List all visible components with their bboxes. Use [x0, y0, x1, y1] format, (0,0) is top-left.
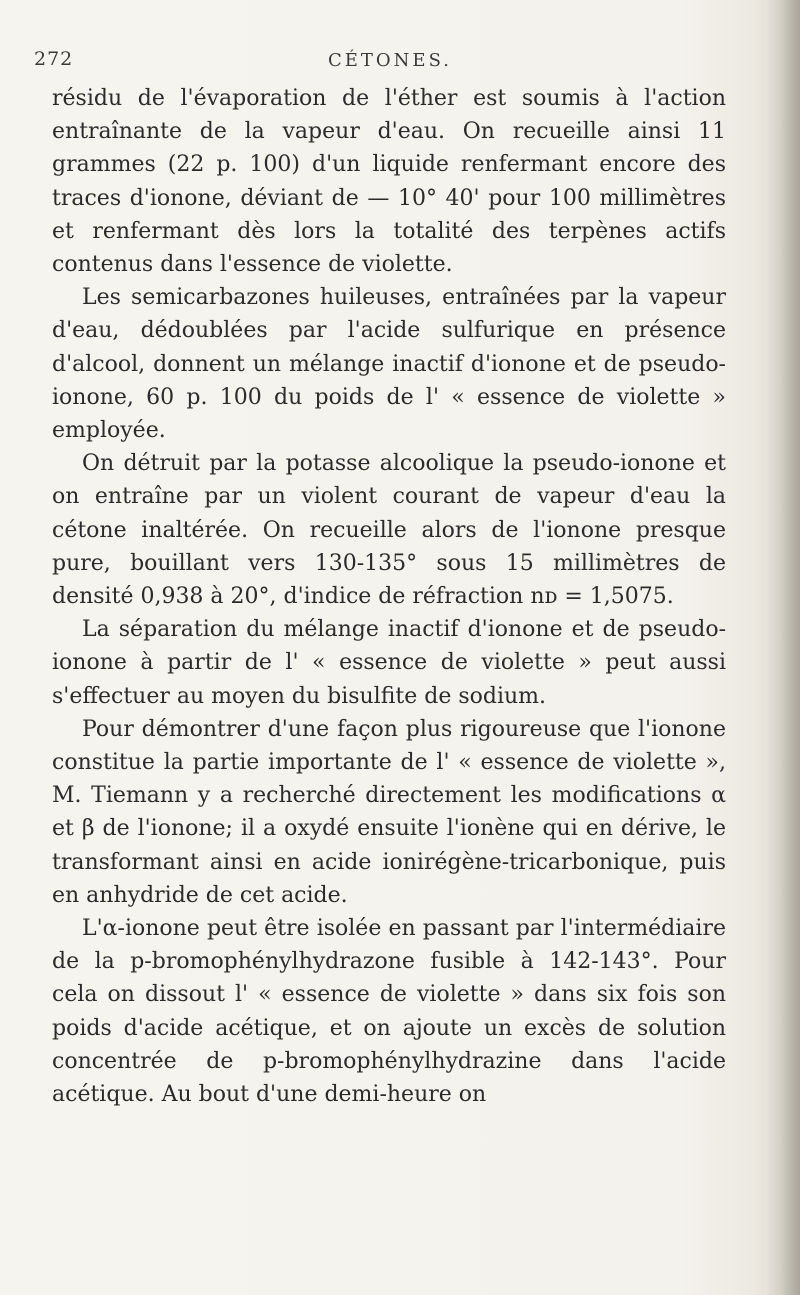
paragraph-alpha-ionone: L'α-ionone peut être isolée en passant par l'intermédiaire de la p-bromophénylhydrazone fusible à 142-143°. Pour cela on dissout l' « essence de violette » dans six fois son poids d'acide acétique, et on ajoute un excès de solution concentrée de p-bromophénylhydrazine dans l'acide acétique. Au bout d'une demi-heure on — [52, 916, 726, 1108]
paragraph-potasse: On détruit par la potasse alcoolique la pseudo-ionone et on entraîne par un violent courant de vapeur d'eau la cétone inaltérée. On recueille alors de l'ionone presque pure, bouillant vers 130-135° sous 15 millimètres de densité 0,938 à 20°, d'indice de réfraction nᴅ = 1,5075. — [52, 451, 726, 610]
paragraph-continued: résidu de l'évaporation de l'éther est soumis à l'action entraînante de la vapeur d'eau. On recueille ainsi 11 grammes (22 p. 100) d'un liquide renfermant encore des traces d'ionone, déviant de — 10° 40' pour 100 millimètres et renfermant dès lors la totalité des terpènes actifs contenus dans l'essence de violette. — [52, 86, 726, 278]
body-text — [52, 82, 726, 1111]
paragraph-semicarbazones: Les semicarbazones huileuses, entraînées par la vapeur d'eau, dédoublées par l'acide sulfurique en présence d'alcool, donnent un mélange inactif d'ionone et de pseudo-ionone, 60 p. 100 du poids de l' « essence de violette » employée. — [52, 285, 726, 444]
binding-shadow — [766, 0, 800, 1295]
paragraph-bisulfite: La séparation du mélange inactif d'ionone et de pseudo-ionone à partir de l' « essence de violette » peut aussi s'effectuer au moyen du bisulfite de sodium. — [52, 617, 726, 709]
paragraph-tiemann: Pour démontrer d'une façon plus rigoureuse que l'ionone constitue la partie importante de l' « essence de violette », M. Tiemann y a recherché directement les modifications α et β de l'ionone; il a oxydé ensuite l'ionène qui en dérive, le transformant ainsi en acide ionirégène-tricarbonique, puis en anhydride de cet acide. — [52, 716, 726, 908]
page-number: 272 — [34, 48, 74, 70]
running-title: CÉTONES. — [328, 50, 452, 71]
